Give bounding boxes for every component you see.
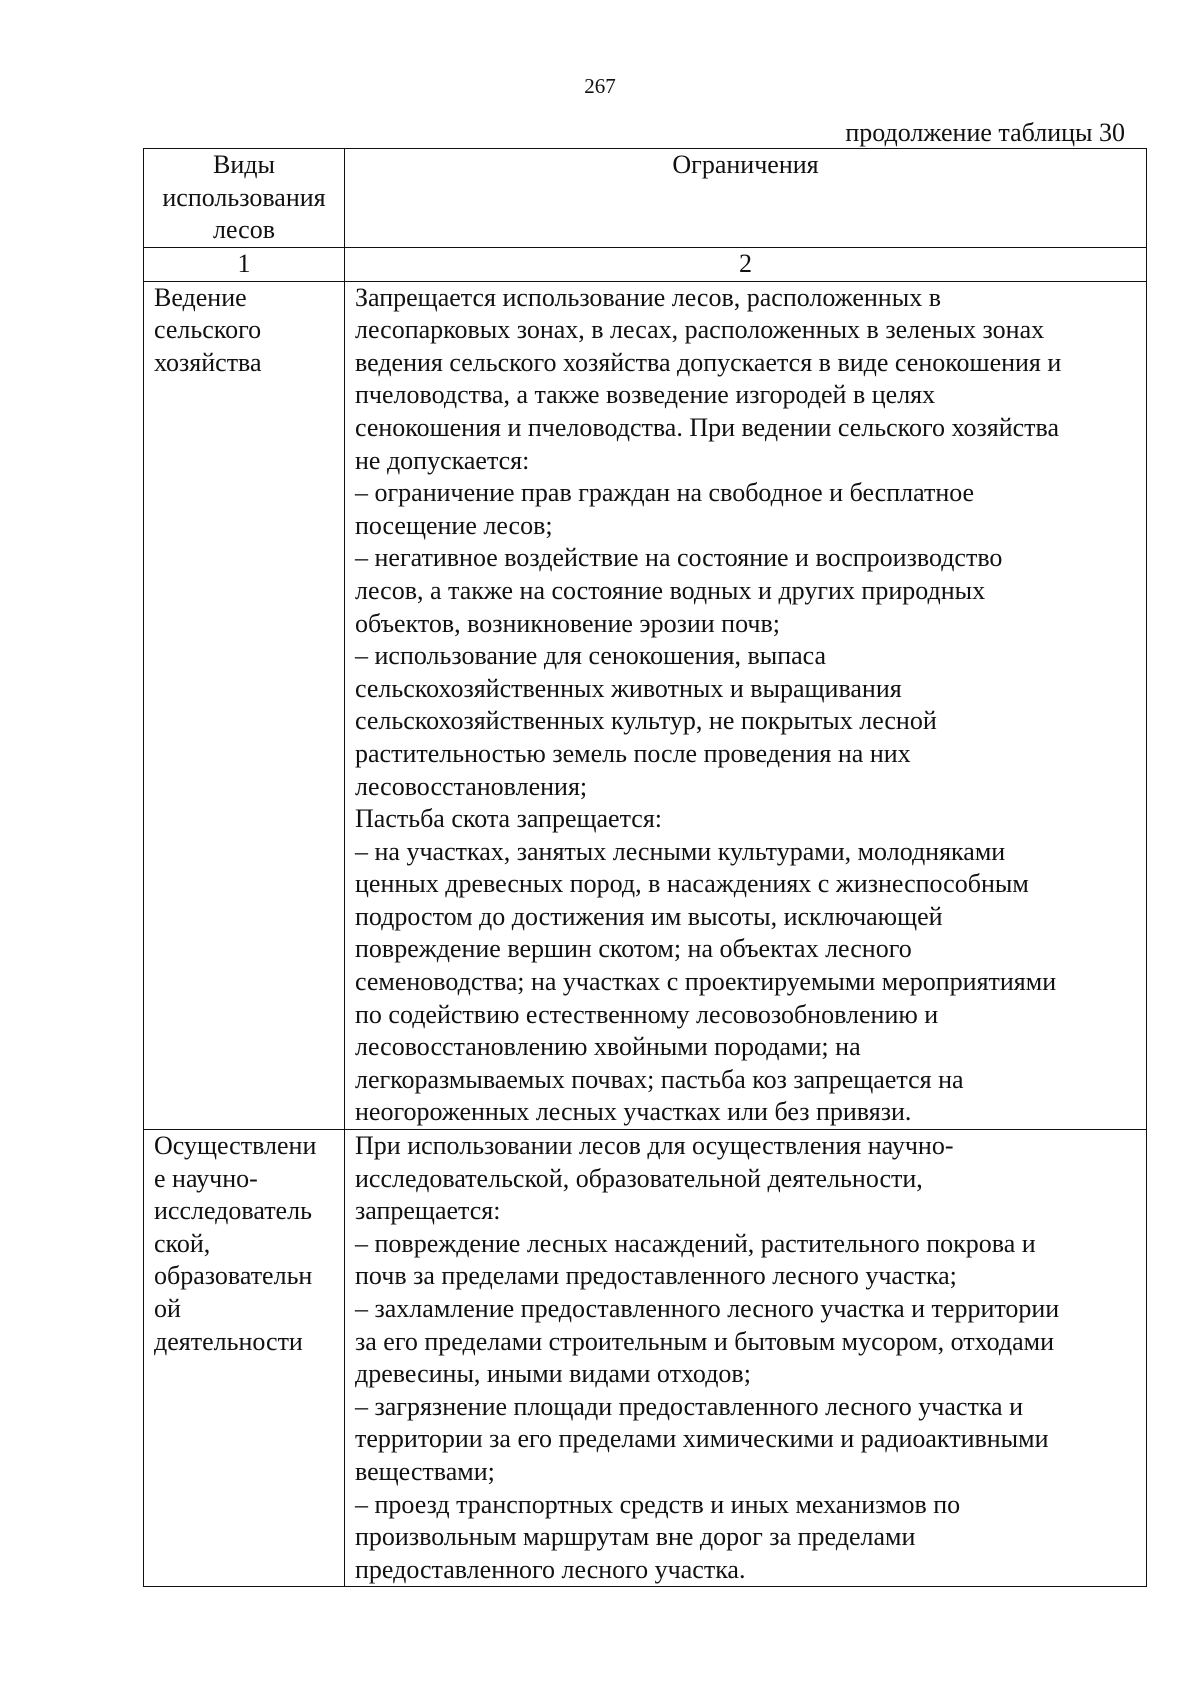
text-line: веществами;	[355, 1456, 495, 1486]
text-line: посещение лесов;	[355, 510, 553, 540]
table-row	[144, 281, 1147, 1129]
text-line: Пастьба скота запрещается:	[355, 804, 662, 834]
forest-use-type-cell	[144, 281, 345, 1129]
text-line: исследовательской, образовательной деятельности,	[355, 1163, 923, 1193]
restrictions-cell	[345, 281, 1147, 1129]
type-line: Осуществлени	[154, 1131, 317, 1161]
header-cell-restrictions: Ограничения	[345, 149, 1147, 248]
page-number: 267	[584, 74, 616, 98]
text-line: предоставленного лесного участка.	[355, 1554, 746, 1584]
type-line: образовательн	[154, 1261, 313, 1291]
text-line: – ограничение прав граждан на свободное и бесплатное	[355, 478, 975, 508]
text-line: ценных древесных пород, в насаждениях с жизнеспособным	[355, 869, 1029, 899]
text-line: почв за пределами предоставленного лесного участка;	[355, 1261, 957, 1291]
text-line: сельскохозяйственных животных и выращивания	[355, 673, 902, 703]
text-line: лесовосстановлению хвойными породами; на	[355, 1032, 861, 1062]
text-line: произвольным маршрутам вне дорог за пределами	[355, 1522, 916, 1552]
type-line: сельского	[154, 315, 262, 345]
table-header-row	[144, 149, 1147, 248]
type-line: ской,	[154, 1228, 211, 1258]
text-line: территории за его пределами химическими и радиоактивными	[355, 1424, 1049, 1454]
text-line: ведения сельского хозяйства допускается в виде сенокошения и	[355, 347, 1062, 377]
text-line: за его пределами строительным и бытовым мусором, отходами	[355, 1326, 1055, 1356]
text-line: – повреждение лесных насаждений, растительного покрова и	[355, 1228, 1036, 1258]
text-line: неогороженных лесных участках или без привязи.	[355, 1097, 912, 1127]
text-line: – загрязнение площади предоставленного лесного участка и	[355, 1391, 1024, 1421]
text-line: лесовосстановления;	[355, 771, 588, 801]
text-line: по содействию естественному лесовозобновлению и	[355, 999, 939, 1029]
column-number: 2	[345, 248, 1147, 282]
text-line: пчеловодства, а также возведение изгородей в целях	[355, 380, 936, 410]
text-line: сельскохозяйственных культур, не покрытых лесной	[355, 706, 937, 736]
header-cell-forest-use-types	[144, 149, 345, 248]
text-line: – негативное воздействие на состояние и воспроизводство	[355, 543, 1003, 573]
text-line: повреждение вершин скотом; на объектах лесного	[355, 934, 912, 964]
column-number-row	[144, 248, 1147, 282]
forest-use-type-cell	[144, 1130, 345, 1587]
table-caption: продолжение таблицы 30	[845, 118, 1125, 147]
text-line: древесины, иными видами отходов;	[355, 1359, 751, 1389]
text-line: – проезд транспортных средств и иных механизмов по	[355, 1489, 961, 1519]
text-line: лесопарковых зонах, в лесах, расположенных в зеленых зонах	[355, 315, 1045, 345]
type-line: деятельности	[154, 1326, 303, 1356]
text-line: – на участках, занятых лесными культурами, молодняками	[355, 836, 1006, 866]
text-line: Запрещается использование лесов, расположенных в	[355, 282, 941, 312]
restrictions-cell	[345, 1130, 1147, 1587]
text-line: легкоразмываемых почвах; пастьба коз запрещается на	[355, 1064, 964, 1094]
text-line: не допускается:	[355, 445, 530, 475]
column-number: 1	[144, 248, 345, 282]
text-line: семеноводства; на участках с проектируемыми мероприятиями	[355, 967, 1057, 997]
type-line: е научно-	[154, 1163, 258, 1193]
type-line: Ведение	[154, 282, 247, 312]
table-row	[144, 1130, 1147, 1587]
header-line: лесов	[213, 215, 275, 245]
text-line: объектов, возникновение эрозии почв;	[355, 608, 781, 638]
type-line: исследователь	[154, 1196, 312, 1226]
text-line: – захламление предоставленного лесного участка и территории	[355, 1294, 1060, 1323]
text-line: растительностью земель после проведения на них	[355, 738, 911, 768]
header-line: Виды	[213, 150, 275, 179]
restrictions-table	[143, 148, 1147, 1587]
type-line: ой	[154, 1294, 181, 1323]
text-line: – использование для сенокошения, выпаса	[355, 641, 827, 671]
text-line: сенокошения и пчеловодства. При ведении сельского хозяйства	[355, 412, 1059, 442]
type-line: хозяйства	[154, 347, 262, 377]
text-line: При использовании лесов для осуществления научно-	[355, 1131, 954, 1161]
text-line: лесов, а также на состояние водных и других природных	[355, 575, 986, 605]
text-line: подростом до достижения им высоты, исключающей	[355, 901, 943, 931]
header-line: использования	[162, 182, 326, 212]
text-line: запрещается:	[355, 1196, 501, 1226]
